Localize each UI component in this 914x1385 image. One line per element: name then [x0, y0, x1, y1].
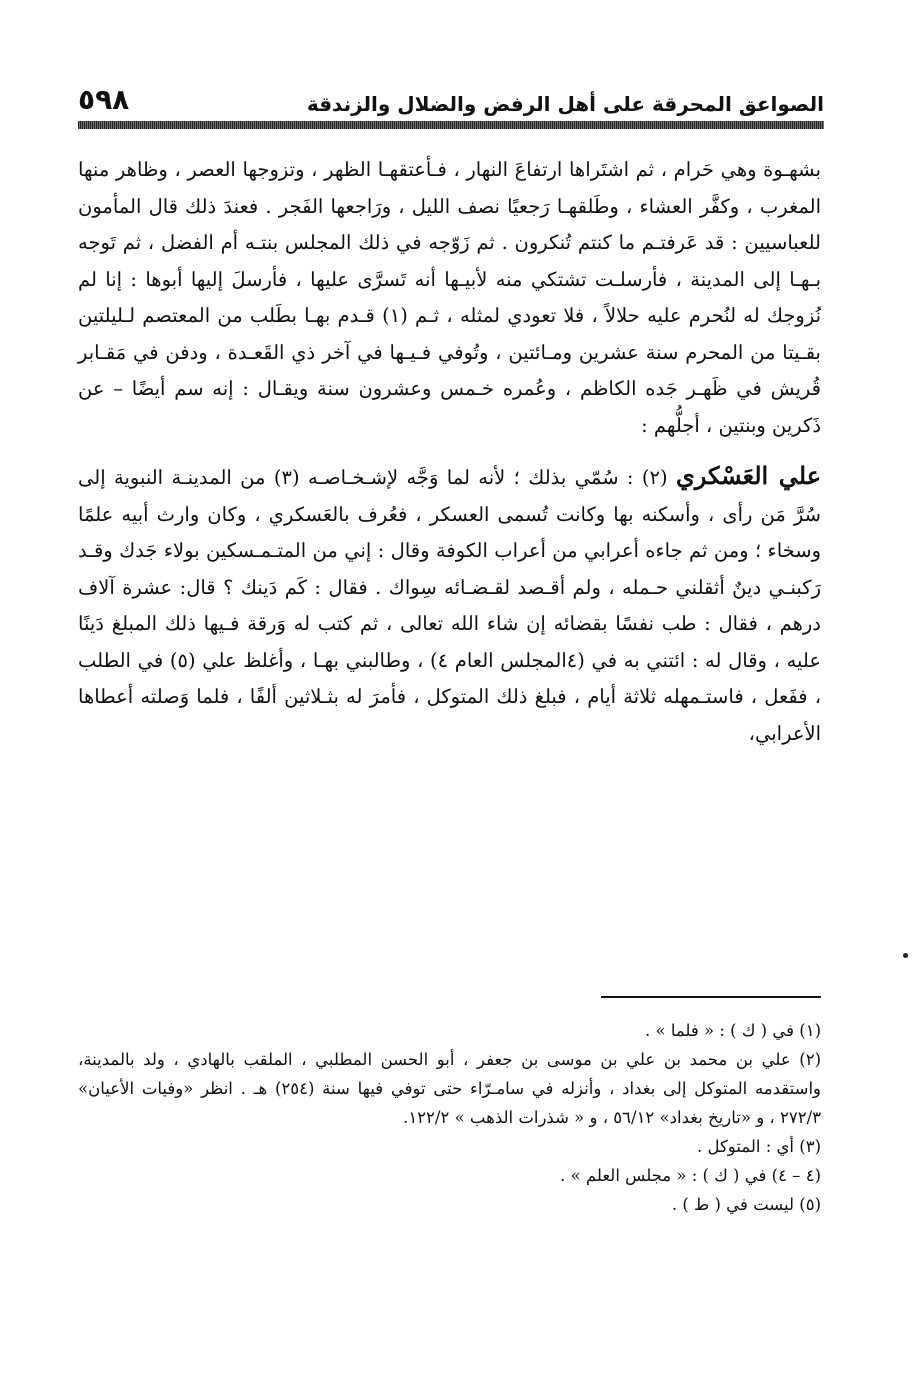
- footnotes: [78, 1016, 821, 1219]
- margin-mark: [903, 953, 908, 958]
- footnote: (٥) ليست في ( ط ) .: [671, 1195, 821, 1214]
- paragraph-text: (٢) : سُمّي بذلك ؛ لأنه لما وَجَّه لإشـخـاصـه (٣) من المدينـة النبوية إلى سُرَّ مَن رأى ، وأسكنه بها وكانت تُسمى العسكر ، فعُرف بالعَسكري ، وكان وارث أبيه علمًا وسخاء ؛ ومن ثم جاءه أعرابي من أعراب الكوفة وقال : إني من المتـمـسكين بولاء جَدك وقـد رَكبنـي دينٌ أثقلني حـمله ، ولم أقـصد لقـضـائه سِواك . فقال : كَم دَينك ؟ قال: عشرة آلاف درهم ، فقال : طب نفسًا بقضائه إن شاء الله تعالى ، ثم كتب له وَرقة فـيها ذلك المبلغ دَينًا عليه ، وقال له : ائتني به في (٤المجلس العام ٤) ، وطالبني بهـا ، وأغلظ علي (٥) في الطلب ، ففَعل ، فاستـمهله ثلاثة أيام ، فبلغ ذلك المتوكل ، فأمرَ له بثـلاثين ألفًا ، فلما وَصلته أعطاها الأعرابي،: [78, 466, 821, 745]
- main-text: [78, 152, 821, 752]
- page-number: ٥٩٨: [78, 83, 130, 116]
- footnote: (٣) أي : المتوكل .: [696, 1137, 821, 1156]
- footnote: (١) في ( ك ) : « فلما » .: [645, 1021, 821, 1040]
- page-header: [78, 80, 824, 116]
- running-title: الصواعق المحرقة على أهل الرفض والضلال والزندقة: [306, 92, 824, 116]
- footnote: (٤ – ٤) في ( ك ) : « مجلس العلم » .: [560, 1166, 821, 1185]
- entry-heading: علي العَسْكري: [675, 461, 822, 490]
- footnote-divider: [601, 996, 821, 998]
- header-rule: [78, 121, 824, 129]
- paragraph: [78, 458, 821, 752]
- paragraph: بشهـوة وهي حَرام ، ثم اشتَراها ارتفاعَ النهار ، فـأعتقهـا الظهر ، وتزوجها العصر ، وظاهر منها المغرب ، وكفَّر العشاء ، وطَلقهـا رَجعيًا نصف الليل ، ورَاجعها الفَجر . فعندَ ذلك قال المأمون للعباسيين : قد عَرفتـم ما كنتم تُنكرون . ثم زَوّجه في ذلك المجلس بنتـه أم الفضل ، ثم تَوجه بـهـا إلى المدينة ، فأرسلـت تشتكي منه لأبيـها أنه تَسرَّى عليها ، فأرسلَ إليها أبوها : إنا لم نُزوجك له لنُحرم عليه حلالاً ، فلا تعودي لمثله ، ثـم (١) قـدم بهـا بطَلب من المعتصم لـليلتين بقـيتا من المحرم سنة عشرين ومـائتين ، وتُوفي فـيـها في آخر ذي القَعـدة ، ودفن في مَقـابر قُريش في ظَهـر جَده الكاظم ، وعُمره خـمس وعشرون سنة ويقـال : إنه سم أيضًا – عن ذَكرين وبنتين ، أجلُّهم :: [78, 158, 822, 437]
- footnote: (٢) علي بن محمد بن علي بن موسى بن جعفر ، أبو الحسن المطلبي ، الملقب بالهادي ، ولد بالمدينة، واستقدمه المتوكل إلى بغداد ، وأنزله في سامـرّاء حتى توفي فيها سنة (٢٥٤) هـ . انظر «وفيات الأعيان» ٢٧٢/٣ ، و «تاريخ بغداد» ٥٦/١٢ ، و « شذرات الذهب » ١٢٢/٢.: [78, 1050, 821, 1127]
